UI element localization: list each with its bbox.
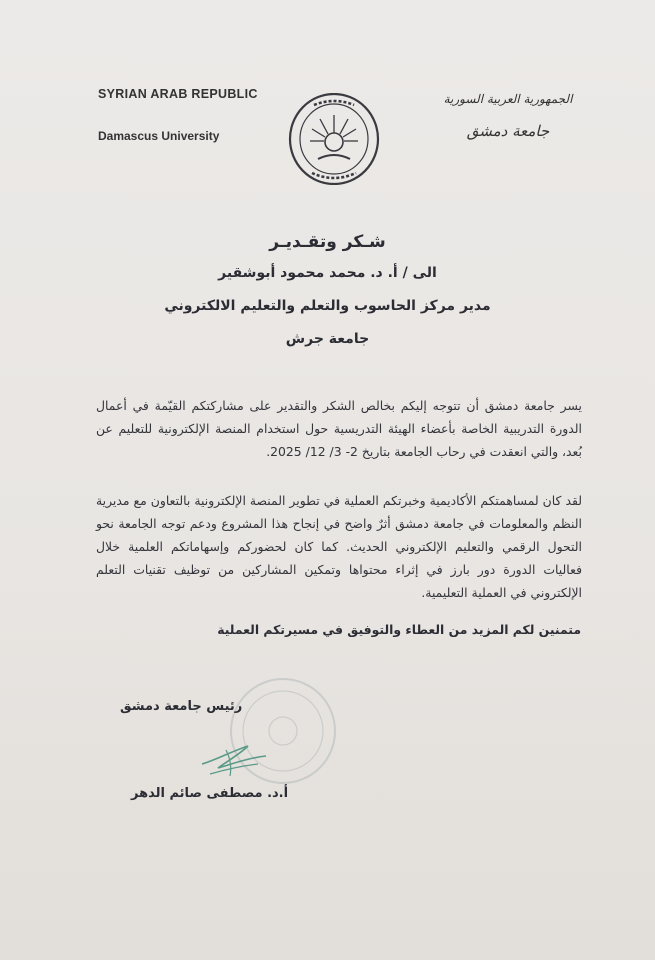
country-name-arabic: الجمهورية العربية السورية	[443, 92, 573, 106]
signatory-name: أ.د. مصطفى صائم الدهر	[131, 786, 289, 801]
recipient-position: مدير مركز الحاسوب والتعلم والتعليم الالكتروني	[164, 298, 491, 314]
body-paragraph-2: لقد كان لمساهمتكم الأكاديمية وخبرتكم العملية في تطوير المنصة الإلكترونية بالتعاون مع مديرية النظم والمعلومات في جامعة دمشق أثرٌ واضح في إنجاح هذا المشروع ودعم توجه الجامعة نحو التحول الرقمي والتعليم الإلكتروني الحديث. كما كان لحضوركم وإسهاماتكم العلمية خلال فعاليات الدورة دور بارز في إثراء محتواها وتمكين المشاركين من توظيف تقنيات التعلم الإلكتروني في العملية التعليمية.	[96, 493, 582, 600]
closing-line: متمنين لكم المزيد من العطاء والتوفيق في مسيرتكم العملية	[217, 622, 581, 637]
university-name-english: Damascus University	[98, 129, 220, 143]
signatory-title: رئيس جامعة دمشق	[120, 699, 243, 714]
letterhead-arabic	[433, 92, 583, 140]
letter-title: شـكر وتقـديـر	[269, 232, 386, 252]
letterhead-english	[98, 87, 268, 143]
university-seal-icon	[288, 93, 380, 185]
recipient-institution: جامعة جرش	[285, 331, 370, 347]
recipient-line: الى / أ. د. محمد محمود أبوشقير	[218, 265, 437, 281]
university-name-arabic: جامعة دمشق	[466, 122, 550, 140]
body-paragraph-1: يسر جامعة دمشق أن تتوجه إليكم بخالص الشكر والتقدير على مشاركتكم القيّمة في أعمال الدورة التدريبية الخاصة بأعضاء الهيئة التدريسية حول استخدام المنصة الإلكترونية للتعليم عن بُعد، والتي انعقدت في رحاب الجامعة بتاريخ 2- 3/ 12/ 2025.	[96, 398, 582, 459]
country-name-english: SYRIAN ARAB REPUBLIC	[98, 87, 258, 101]
handwritten-signature	[196, 730, 276, 790]
